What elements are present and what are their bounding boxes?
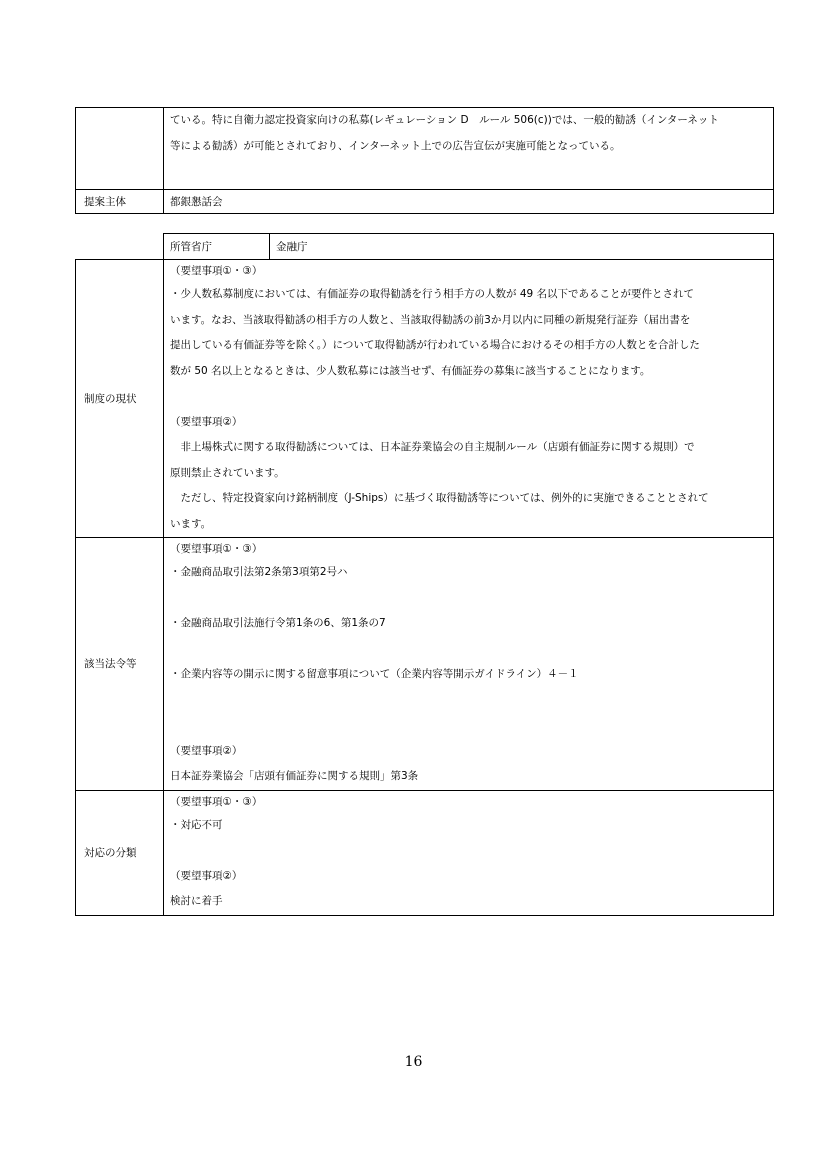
table-details <box>75 233 774 916</box>
proposer-label: 提案主体 <box>76 190 164 214</box>
continued-label-cell <box>76 108 164 190</box>
section-heading: （要望事項①・③） <box>170 795 263 808</box>
spacer <box>170 838 767 864</box>
text-line: 数が 50 名以上となるときは、少人数私募には該当せず、有価証券の募集に該当することになります。 <box>170 364 651 377</box>
section-heading: （要望事項②） <box>170 869 243 882</box>
current-status-label: 制度の現状 <box>76 260 164 538</box>
laws-label: 該当法令等 <box>76 538 164 791</box>
text-line: ・少人数私募制度においては、有価証券の取得勧誘を行う相手方の人数が 49 名以下であることが要件とされて <box>170 288 695 300</box>
law-item: 日本証券業協会「店頭有価証券に関する規則」第3条 <box>170 770 419 782</box>
response-item: 検討に着手 <box>170 895 223 907</box>
section-heading: （要望事項②） <box>170 744 243 757</box>
text-line: います。 <box>170 517 212 530</box>
spacer <box>170 586 767 612</box>
response-content <box>164 790 774 915</box>
text-line: 等による勧誘）が可能とされており、インターネット上での広告宣伝が実施可能となっている。 <box>170 139 621 152</box>
page-number: 16 <box>404 1054 423 1070</box>
continued-text-cell <box>164 108 774 190</box>
text-line: 提出している有価証券等を除く。）について取得勧誘が行われている場合におけるその相手方の人数とを合計した <box>170 339 700 351</box>
ministry-value: 金融庁 <box>270 234 774 260</box>
spacer <box>170 637 767 663</box>
response-item: ・対応不可 <box>170 818 223 831</box>
response-label: 対応の分類 <box>76 790 164 915</box>
text-line: います。なお、当該取得勧誘の相手方の人数と、当該取得勧誘の前3か月以内に同種の新規発行証券（届出書を <box>170 313 691 326</box>
current-status-content <box>164 260 774 538</box>
spacer <box>170 713 767 739</box>
section-heading: （要望事項②） <box>170 415 243 428</box>
laws-content <box>164 538 774 791</box>
text-line: ただし、特定投資家向け銘柄制度（J-Ships）に基づく取得勧誘等については、例外的に実施できることとされて <box>170 492 709 504</box>
section-heading: （要望事項①・③） <box>170 543 263 555</box>
text-line: 原則禁止されています。 <box>170 466 285 479</box>
blank-corner <box>76 234 164 260</box>
section-heading: （要望事項①・③） <box>170 265 263 277</box>
text-line: ている。特に自衛力認定投資家向けの私募(レギュレーション D ルール 506(c))では、一般的勧誘（インターネット <box>170 114 719 126</box>
spacer <box>170 384 767 410</box>
table-continued <box>75 107 774 214</box>
law-item: ・金融商品取引法第2条第3項第2号ハ <box>170 566 348 578</box>
law-item: ・金融商品取引法施行令第1条の6、第1条の7 <box>170 617 386 629</box>
spacer <box>170 688 767 714</box>
law-item: ・企業内容等の開示に関する留意事項について（企業内容等開示ガイドライン）４－１ <box>170 668 579 680</box>
ministry-label: 所管省庁 <box>164 234 270 260</box>
proposer-value: 都銀懇話会 <box>164 190 774 214</box>
text-line: 非上場株式に関する取得勧誘については、日本証券業協会の自主規制ルール（店頭有価証券に関する規則）で <box>170 441 695 453</box>
